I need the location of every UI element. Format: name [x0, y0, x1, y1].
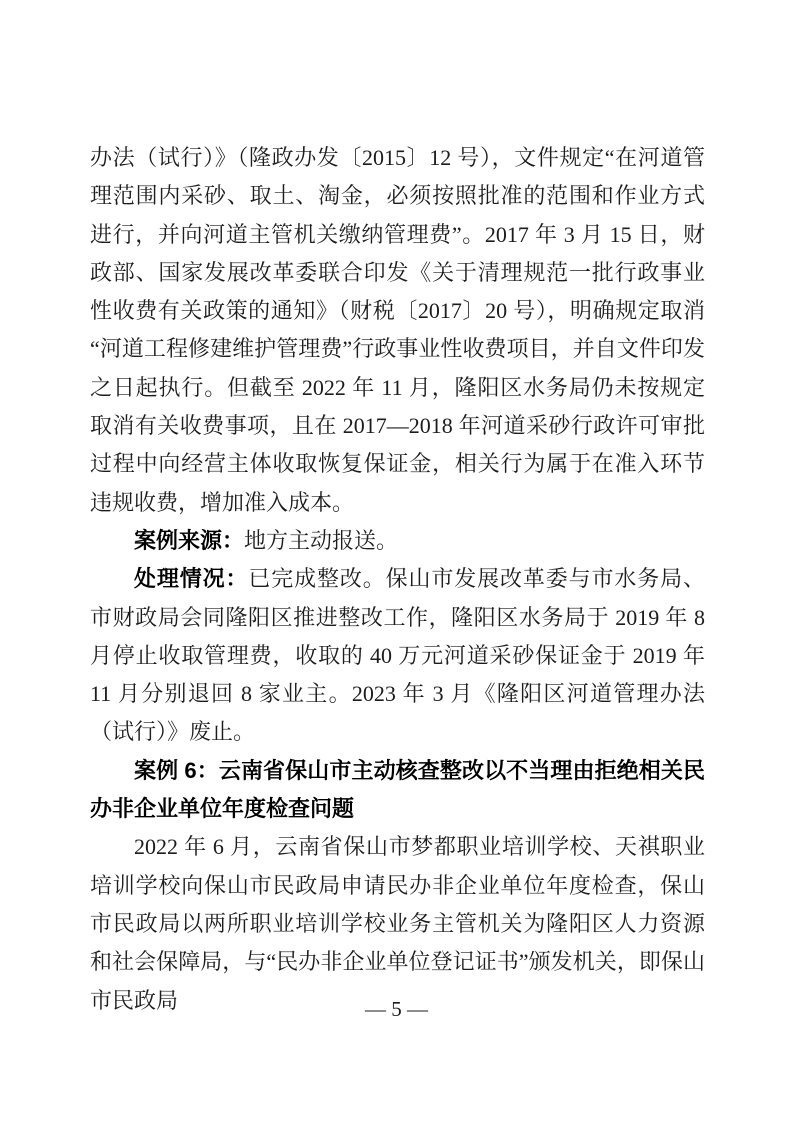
handling-status-text: 已完成整改。保山市发展改革委与市水务局、市财政局会同隆阳区推进整改工作，隆阳区水务局于 2019 年 8 月停止收取管理费，收取的 40 万元河道采砂保证金于 2019 年 11 月分别退回 8 家业主。2023 年 3 月《隆阳区河道管理办法（试行）》废止。	[90, 566, 705, 745]
handling-status-label: 处理情况：	[134, 566, 249, 592]
paragraph-case-source	[90, 522, 705, 560]
paragraph-case6-body: 2022 年 6 月，云南省保山市梦都职业培训学校、天祺职业培训学校向保山市民政局申请民办非企业单位年度检查，保山市民政局以两所职业培训学校业务主管机关为隆阳区人力资源和社会保障局，与“民办非企业单位登记证书”颁发机关，即保山市民政局	[90, 834, 705, 1013]
paragraph-handling-status	[90, 560, 705, 751]
paragraph-continuation: 办法（试行）》（隆政办发〔2015〕12 号），文件规定“在河道管理范围内采砂、取土、淘金，必须按照批准的范围和作业方式进行，并向河道主管机关缴纳管理费”。2017 年 3 月 15 日，财政部、国家发展改革委联合印发《关于清理规范一批行政事业性收费有关政策的通知》（财税〔2017〕20 号），明确规定取消“河道工程修建维护管理费”行政事业性收费项目，并自文件印发之日起执行。但截至 2022 年 11 月，隆阳区水务局仍未按规定取消有关收费事项，且在 2017—2018 年河道采砂行政许可审批过程中向经营主体收取恢复保证金，相关行为属于在准入环节违规收费，增加准入成本。	[90, 145, 705, 515]
case-source-text: 地方主动报送。	[244, 527, 399, 553]
case6-heading: 案例 6：云南省保山市主动核查整改以不当理由拒绝相关民办非企业单位年度检查问题	[90, 757, 705, 822]
page-number: — 5 —	[365, 997, 428, 1021]
document-body	[90, 139, 705, 1020]
case-source-label: 案例来源：	[134, 527, 245, 553]
